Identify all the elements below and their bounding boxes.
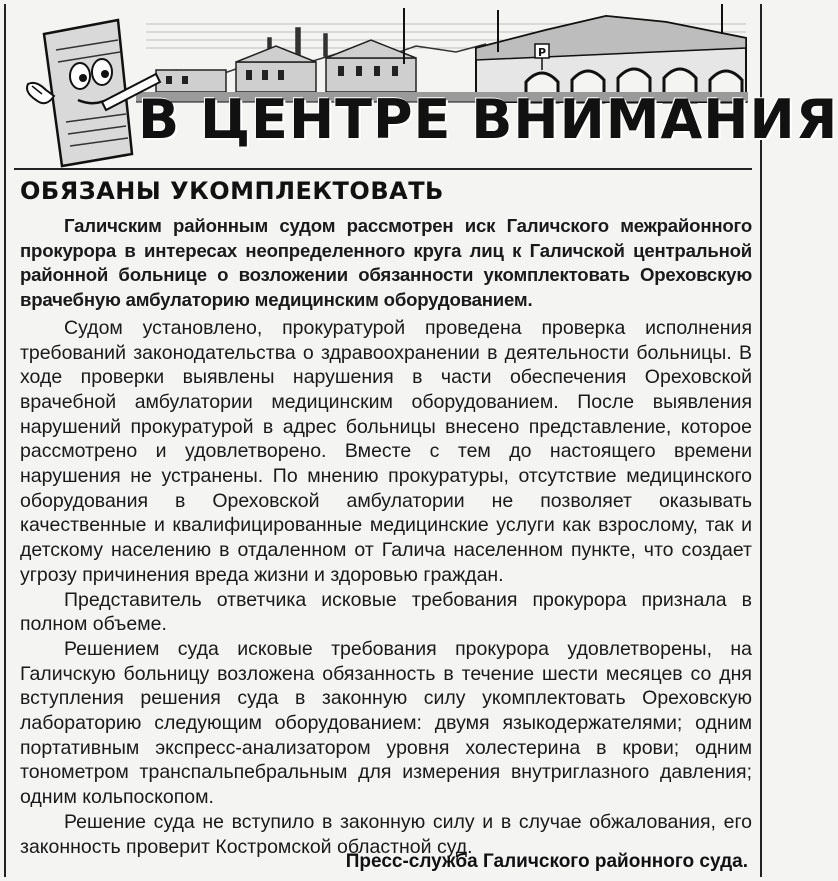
divider [14,168,752,170]
article-headline: ОБЯЗАНЫ УКОМПЛЕКТОВАТЬ [20,177,444,205]
section-banner [6,4,838,172]
article-paragraph: Решение суда не вступило в законную силу и в случае обжалования, его законность проверит Костромской областной суд. [20,810,752,858]
article-lead: Галичским районным судом рассмотрен иск Галичского межрайонного прокурора в интересах неопределенного круга лиц к Галичской центральной районной больнице о возложении обязанности укомплектовать Ореховскую врачебную амбулаторию медицинским оборудованием. [20,215,752,311]
newspaper-page [4,4,838,877]
article-paragraph: Судом установлено, прокуратурой проведена проверка исполнения требований законодательства о здравоохранении в деятельности больницы. В ходе проверки выявлены нарушения в части обеспечения Ореховской врачебной амбулатории медицинским оборудованием. После выявления нарушений прокуратурой в адрес больницы внесено представление, которое рассмотрено и удовлетворено. Вместе с тем до настоящего времени нарушения не устранены. По мнению прокуратуры, отсутствие медицинского оборудования в Ореховской амбулатории не позволяет оказывать качественные и квалифицированные медицинские услуги как взрослому, так и детскому населению в отдаленном от Галича населенном пункте, что создает угрозу причинения вреда жизни и здоровью граждан. [20,316,752,586]
article-body [20,214,752,859]
parking-sign: Р [538,46,547,59]
article-paragraph: Представитель ответчика исковые требования прокурора признала в полном объеме. [20,588,752,636]
article-paragraph: Решением суда исковые требования прокурора удовлетворены, на Галичскую больницу возложена обязанность в течение шести месяцев со дня вступления решения суда в законную силу укомплектовать Ореховскую лабораторию следующим оборудованием: двумя языкодержателями; одним портативным экспресс-анализатором уровня холестерина в крови; одним тонометром транспальпебральным для измерения внутриглазного давления; одним кольпоскопом. [20,637,752,809]
article-signature: Пресс-служба Галичского районного суда. [345,851,748,872]
section-title: В ЦЕНТРЕ ВНИМАНИЯ [138,88,838,151]
